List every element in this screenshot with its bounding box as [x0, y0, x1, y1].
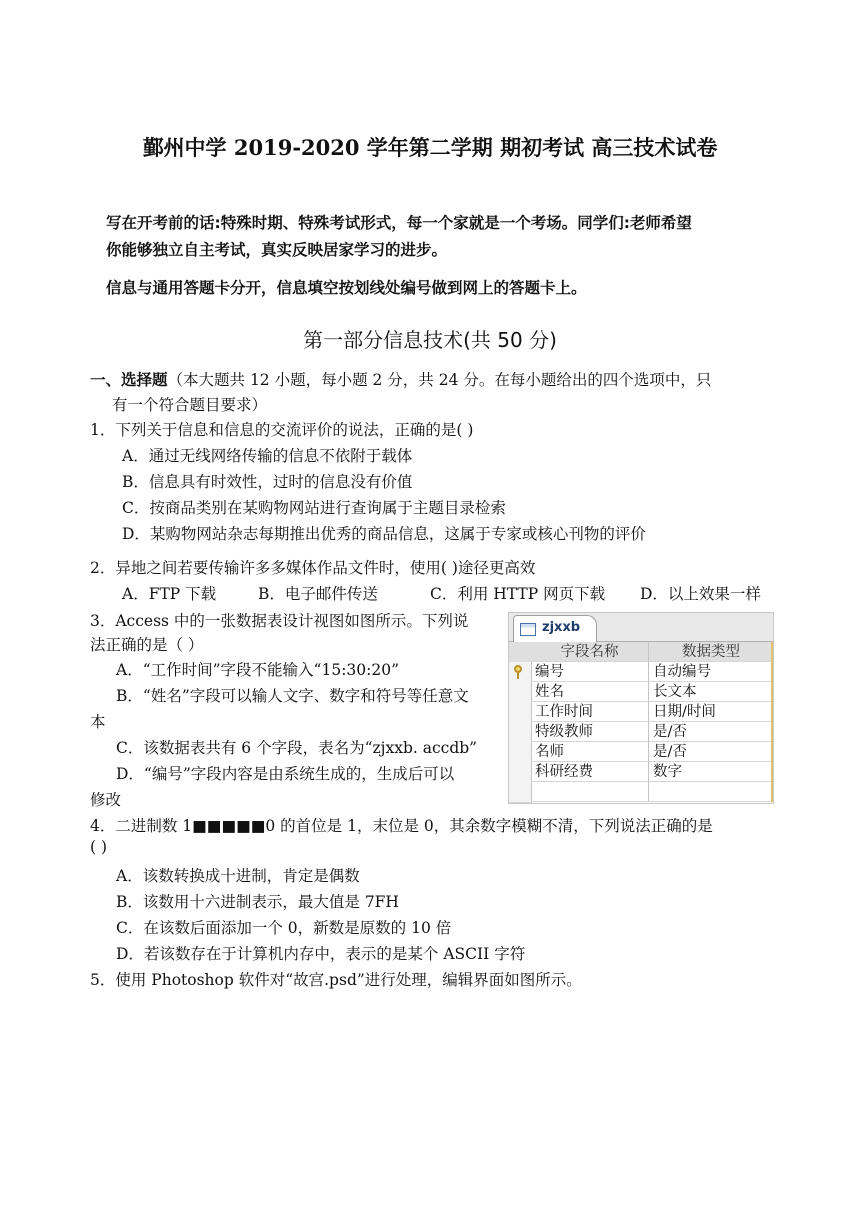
question-1-option-a: A．通过无线网络传输的信息不依附于载体 [122, 447, 413, 465]
table-row [509, 662, 773, 682]
field-name-cell: 特级教师 [531, 722, 649, 742]
column-header-field-name: 字段名称 [531, 642, 649, 662]
row-selector [509, 742, 532, 763]
preface-note-line1: 写在开考前的话:特殊时期、特殊考试形式，每一个家就是一个考场。同学们:老师希望 [106, 214, 692, 232]
data-type-cell: 是/否 [649, 722, 773, 742]
question-2-option-a: A．FTP 下载 [122, 585, 217, 603]
question-3-option-a: A．“工作时间”字段不能输入“15:30:20” [116, 661, 400, 679]
question-3-option-c: C．该数据表共有 6 个字段，表名为“zjxxb. accdb” [116, 739, 478, 757]
field-name-cell-empty [531, 782, 649, 802]
data-type-cell: 长文本 [649, 682, 773, 702]
row-selector [509, 682, 532, 703]
question-2-option-b: B．电子邮件传送 [258, 585, 378, 603]
field-name-cell: 编号 [531, 662, 649, 682]
figure-edge-marker [771, 642, 773, 802]
field-name-cell: 姓名 [531, 682, 649, 702]
data-type-cell-empty [649, 782, 773, 802]
access-header-row [509, 642, 773, 662]
question-3-option-b-cont: 本 [90, 713, 106, 731]
part1-instructions: （本大题共 12 小题，每小题 2 分，共 24 分。在每小题给出的四个选项中，只 [167, 371, 712, 389]
question-3-stem: 3．Access 中的一张数据表设计视图如图所示。下列说 [90, 612, 469, 630]
data-type-cell: 数字 [649, 762, 773, 782]
question-4-option-c: C．在该数后面添加一个 0，新数是原数的 10 倍 [116, 919, 452, 937]
part1-instructions-cont: 有一个符合题目要求） [112, 396, 268, 414]
row-selector [509, 762, 532, 783]
page-title: 鄞州中学 2019-2020 学年第二学期 期初考试 高三技术试卷 [142, 135, 718, 160]
question-4-stem-cont: ( ) [90, 838, 108, 856]
table-row [509, 722, 773, 742]
question-3-option-d: D．“编号”字段内容是由系统生成的，生成后可以 [116, 765, 455, 783]
question-4-stem: 4．二进制数 1■■■■■0 的首位是 1，末位是 0，其余数字模糊不清，下列说法正确的是 [90, 817, 713, 835]
question-1-stem: 1．下列关于信息和信息的交流评价的说法，正确的是( ) [90, 421, 474, 439]
table-row [509, 702, 773, 722]
question-2-stem: 2．异地之间若要传输许多多媒体作品文件时，使用( )途径更高效 [90, 559, 536, 577]
question-2-option-d: D．以上效果一样 [640, 585, 761, 603]
table-row [509, 762, 773, 782]
part1-heading: 一、选择题 [90, 371, 168, 389]
data-type-cell: 自动编号 [649, 662, 773, 682]
access-tab-bar [509, 613, 773, 642]
data-type-cell: 是/否 [649, 742, 773, 762]
row-selector [509, 662, 532, 683]
access-table-name: zjxxb [542, 620, 581, 635]
column-header-data-type: 数据类型 [649, 642, 773, 662]
question-3-option-d-cont: 修改 [90, 791, 122, 809]
row-selector-header [509, 642, 532, 663]
table-icon [520, 623, 536, 636]
field-name-cell: 名师 [531, 742, 649, 762]
table-row-empty [509, 782, 773, 802]
question-4-option-a: A．该数转换成十进制，肯定是偶数 [116, 867, 360, 885]
question-4-option-d: D．若该数存在于计算机内存中，表示的是某个 ASCII 字符 [116, 945, 526, 963]
question-2-option-c: C．利用 HTTP 网页下载 [430, 585, 606, 603]
preface-note-line2: 你能够独立自主考试，真实反映居家学习的进步。 [106, 241, 448, 259]
question-3-stem-cont: 法正确的是（ ） [90, 636, 204, 654]
part1-heading-line [90, 368, 711, 390]
primary-key-icon-stem [517, 672, 519, 679]
access-table-figure [508, 612, 774, 804]
question-4-option-b: B．该数用十六进制表示，最大值是 7FH [116, 893, 399, 911]
question-5-stem: 5．使用 Photoshop 软件对“故宫.psd”进行处理，编辑界面如图所示。 [90, 971, 582, 989]
question-1-option-b: B．信息具有时效性，过时的信息没有价值 [122, 473, 413, 491]
question-1-option-d: D．某购物网站杂志每期推出优秀的商品信息，这属于专家或核心刊物的评价 [122, 525, 646, 543]
row-selector [509, 722, 532, 743]
answer-card-note: 信息与通用答题卡分开，信息填空按划线处编号做到网上的答题卡上。 [106, 279, 587, 297]
table-row [509, 682, 773, 702]
row-selector [509, 782, 532, 803]
field-name-cell: 科研经费 [531, 762, 649, 782]
row-selector [509, 702, 532, 723]
section-title: 第一部分信息技术(共 50 分) [303, 328, 557, 352]
question-3-option-b: B．“姓名”字段可以输人文字、数字和符号等任意文 [116, 687, 469, 705]
field-name-cell: 工作时间 [531, 702, 649, 722]
question-1-option-c: C．按商品类别在某购物网站进行查询属于主题目录检索 [122, 499, 506, 517]
data-type-cell: 日期/时间 [649, 702, 773, 722]
access-table-tab [513, 615, 597, 642]
table-row [509, 742, 773, 762]
